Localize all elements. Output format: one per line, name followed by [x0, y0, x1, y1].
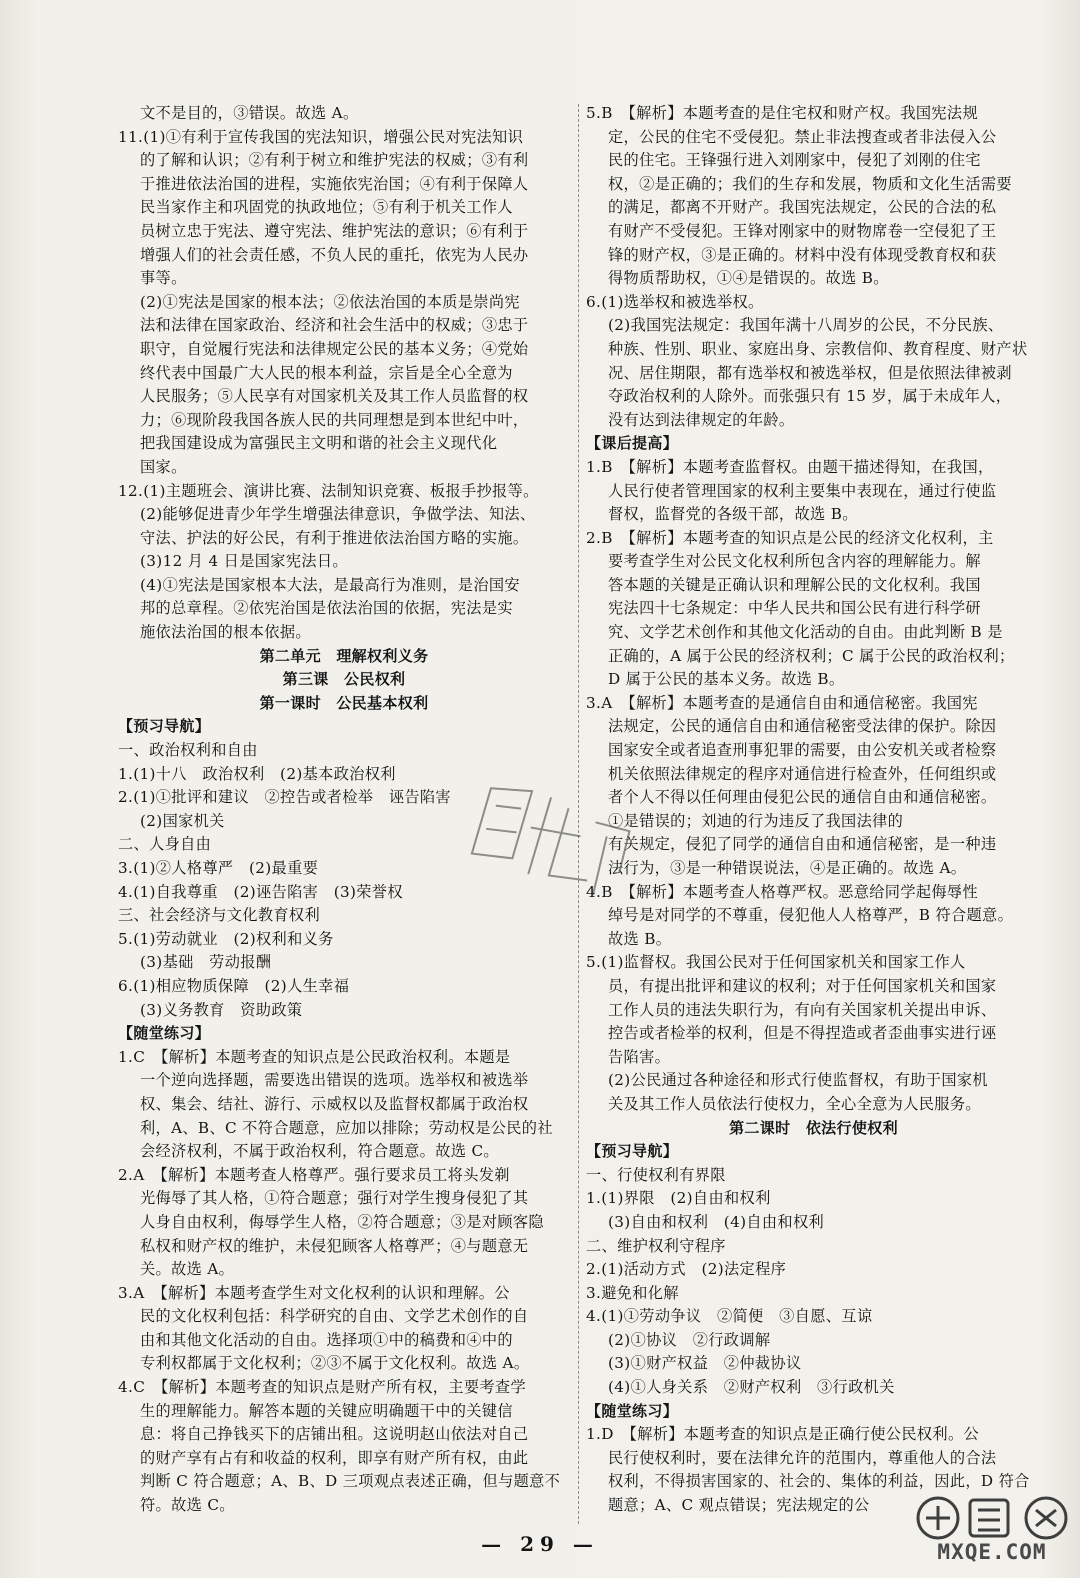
- text-line: D 属于公民的基本义务。故选 B。: [608, 670, 845, 689]
- text-line: 力；⑥现阶段我国各族人民的共同理想是到本世纪中叶，: [140, 410, 529, 429]
- text-line: 4.C 【解析】本题考查的知识点是财产所有权，主要考查学: [118, 1378, 526, 1397]
- text-line: 得物质帮助权，①④是错误的。故选 B。: [608, 269, 889, 288]
- text-line: 告陷害。: [608, 1047, 671, 1066]
- text-line: 法行为，③是一种错误说法，④是正确的。故选 A。: [608, 859, 967, 877]
- text-line: 6.(1)相应物质保障 (2)人生幸福: [118, 976, 350, 995]
- section-heading: 【随堂练习】: [586, 1401, 679, 1420]
- text-line: 的了解和认识；②有利于树立和维护宪法的权威；③有利: [140, 151, 529, 170]
- text-line: (4)①宪法是国家根本大法，是最高行为准则，是治国安: [140, 575, 520, 594]
- text-line: 11.(1)①有利于宣传我国的宪法知识，增强公民对宪法知识: [118, 127, 524, 146]
- text-line: 督权，监督党的各级干部，故选 B。: [608, 505, 858, 524]
- text-line: 答本题的关键是正确认识和理解公民的文化权利。我国: [608, 575, 981, 594]
- text-line: 国家。: [140, 457, 187, 476]
- text-line: 守法、护法的好公民，有利于推进依法治国方略的实施。: [140, 528, 529, 547]
- text-line: 一、行使权利有界限: [586, 1165, 726, 1184]
- text-line: (3)义务教育 资助政策: [140, 1000, 303, 1019]
- text-line: 私权和财产权的维护，未侵犯顾客人格尊严；④与题意无: [140, 1236, 529, 1255]
- text-line: ①是错误的；刘迪的行为违反了我国法律的: [608, 811, 904, 830]
- section-heading: 【随堂练习】: [118, 1024, 211, 1043]
- text-line: 专利权都属于文化权利；②③不属于文化权利。故选 A。: [140, 1354, 530, 1373]
- text-line: 国家安全或者追查刑事犯罪的需要，由公安机关或者检察: [608, 741, 997, 760]
- text-line: 锋的财产权，③是正确的。材料中没有体现受教育权和获: [608, 245, 997, 264]
- text-line: 会经济权利，不属于政治权利，符合题意。故选 C。: [140, 1142, 499, 1161]
- text-line: 民的文化权利包括：科学研究的自由、文学艺术创作的自: [140, 1307, 529, 1326]
- text-line: 没有达到法律规定的年龄。: [608, 410, 795, 429]
- text-line: 6.(1)选举权和被选举权。: [586, 292, 764, 311]
- text-line: 1.(1)十八 政治权利 (2)基本政治权利: [118, 764, 396, 783]
- text-line: 1.C 【解析】本题考查的知识点是公民政治权利。本题是: [118, 1047, 511, 1066]
- text-line: 关及其工作人员依法行使权力，全心全意为人民服务。: [608, 1094, 981, 1113]
- text-line: 光侮辱了其人格，①符合题意；强行对学生搜身侵犯了其: [140, 1189, 529, 1208]
- text-line: 事等。: [140, 269, 187, 288]
- text-line: 员，有提出批评和建议的权利；对于任何国家机关和国家: [608, 976, 997, 995]
- text-line: 1.B 【解析】本题考查监督权。由题干描述得知，在我国，: [586, 457, 994, 476]
- text-line: 机关依照法律规定的程序对通信进行检查外，任何组织或: [608, 764, 997, 783]
- text-line: 工作人员的违法失职行为，有向有关国家机关提出申诉、: [608, 1000, 997, 1019]
- text-line: 2.(1)①批评和建议 ②控告或者检举 诬告陷害: [118, 788, 451, 807]
- text-line: 符。故选 C。: [140, 1496, 235, 1515]
- text-line: 有关规定，侵犯了同学的通信自由和通信秘密，是一种违: [608, 835, 997, 854]
- text-line: 法和法律在国家政治、经济和社会生活中的权威；③忠于: [140, 316, 529, 335]
- text-line: 于推进依法治国的进程，实施依宪治国；④有利于保障人: [140, 174, 529, 193]
- text-line: 息：将自己挣钱买下的店铺出租。这说明赵山依法对自己: [140, 1425, 529, 1444]
- text-line: 职守，自觉履行宪法和法律规定公民的基本义务；④党始: [140, 339, 529, 358]
- text-line: 夺政治权利的人除外。而张强只有 15 岁，属于未成年人，: [608, 387, 1012, 406]
- text-line: 12.(1)主题班会、演讲比赛、法制知识竞赛、板报手抄报等。: [118, 481, 539, 500]
- text-line: 人民行使者管理国家的权利主要集中表现在，通过行使监: [608, 481, 997, 500]
- text-line: 终代表中国最广大人民的根本利益，宗旨是全心全意为: [140, 363, 513, 382]
- text-line: 3.(1)②人格尊严 (2)最重要: [118, 859, 319, 877]
- text-line: 控告或者检举的权利，但是不得捏造或者歪曲事实进行诬: [608, 1024, 997, 1043]
- text-line: 文不是目的，③错误。故选 A。: [140, 104, 359, 122]
- text-line: 2.A 【解析】本题考查人格尊严。强行要求员工将头发剃: [118, 1165, 510, 1184]
- text-line: 二、维护权利守程序: [586, 1236, 726, 1255]
- text-line: 生的理解能力。解答本题的关键应明确题干中的关键信: [140, 1401, 513, 1420]
- watermark-logo-icon: [908, 1490, 1076, 1546]
- text-line: 宪法四十七条规定：中华人民共和国公民有进行科学研: [608, 599, 981, 618]
- text-line: 由和其他文化活动的自由。选择项①中的稿费和④中的: [140, 1330, 513, 1349]
- text-line: 1.(1)界限 (2)自由和权利: [586, 1189, 771, 1208]
- text-line: (2)公民通过各种途径和形式行使监督权，有助于国家机: [608, 1071, 988, 1090]
- section-heading: 第二课时 依法行使权利: [729, 1118, 898, 1137]
- text-line: (2)①宪法是国家的根本法；②依法治国的本质是崇尚宪: [140, 292, 520, 311]
- section-heading: 【预习导航】: [118, 717, 211, 736]
- section-heading: 【预习导航】: [586, 1142, 679, 1161]
- text-line: 民行使权利时，要在法律允许的范围内，尊重他人的合法: [608, 1448, 997, 1467]
- text-line: 有财产不受侵犯。王锋对刚家中的财物席卷一空侵犯了王: [608, 221, 997, 240]
- text-line: 2.(1)活动方式 (2)法定程序: [586, 1260, 787, 1279]
- text-line: 定，公民的住宅不受侵犯。禁止非法搜查或者非法侵入公: [608, 127, 997, 146]
- text-line: 究、文学艺术创作和其他文化活动的自由。由此判断 B 是: [608, 623, 1003, 642]
- text-line: (4)①人身关系 ②财产权利 ③行政机关: [608, 1378, 895, 1397]
- text-line: 增强人们的社会责任感，不负人民的重托，依宪为人民办: [140, 245, 529, 264]
- text-line: 者个人不得以任何理由侵犯公民的通信自由和通信秘密。: [608, 788, 997, 807]
- page-number: — 29 —: [481, 1532, 599, 1556]
- text-line: (3)自由和权利 (4)自由和权利: [608, 1212, 825, 1231]
- text-line: 故选 B。: [608, 929, 672, 948]
- text-line: 施依法治国的根本依据。: [140, 623, 311, 642]
- text-line: (2)①协议 ②行政调解: [608, 1330, 771, 1349]
- text-line: 一个逆向选择题，需要选出错误的选项。选举权和被选举: [140, 1071, 529, 1090]
- text-line: 题意；A、C 观点错误；宪法规定的公: [608, 1496, 870, 1515]
- text-line: 权，②是正确的；我们的生存和发展，物质和文化生活需要: [608, 174, 1012, 193]
- text-line: 的财产享有占有和收益的权利，即享有财产所有权，由此: [140, 1448, 529, 1467]
- text-line: (3)基础 劳动报酬: [140, 953, 272, 972]
- text-line: 员树立忠于宪法、遵守宪法、维护宪法的意识；⑥有利于: [140, 221, 529, 240]
- text-line: 三、社会经济与文化教育权利: [118, 906, 320, 925]
- section-heading: 第二单元 理解权利义务: [259, 646, 429, 665]
- text-line: 种族、性别、职业、家庭出身、宗教信仰、教育程度、财产状: [608, 339, 1028, 358]
- text-line: 二、人身自由: [118, 835, 212, 854]
- site-watermark: [908, 1490, 1076, 1576]
- text-line: (3)12 月 4 日是国家宪法日。: [140, 552, 348, 571]
- text-line: 要考查学生对公民文化权利所包含内容的理解能力。解: [608, 552, 981, 571]
- text-line: 判断 C 符合题意；A、B、D 三项观点表述正确，但与题意不: [140, 1472, 561, 1491]
- text-line: 3.A 【解析】本题考查的是通信自由和通信秘密。我国宪: [586, 693, 978, 712]
- text-line: 人民服务；⑤人民享有对国家机关及其工作人员监督的权: [140, 387, 529, 406]
- text-line: 1.D 【解析】本题考查的知识点是正确行使公民权利。公: [586, 1425, 980, 1444]
- text-line: 法规定，公民的通信自由和通信秘密受法律的保护。除因: [608, 717, 997, 736]
- text-line: (2)国家机关: [140, 811, 225, 830]
- text-line: 3.避免和化解: [586, 1283, 679, 1302]
- section-heading: 第一课时 公民基本权利: [259, 693, 429, 712]
- text-line: 4.B 【解析】本题考查人格尊严权。恶意给同学起侮辱性: [586, 882, 979, 901]
- text-line: 4.(1)自我尊重 (2)诬告陷害 (3)荣誉权: [118, 882, 403, 901]
- text-line: 人身自由权利，侮辱学生人格，②符合题意；③是对顾客隐: [140, 1212, 544, 1231]
- text-line: 关。故选 A。: [140, 1260, 235, 1279]
- text-line: (3)①财产权益 ②仲裁协议: [608, 1354, 802, 1373]
- text-line: 的满足，都离不开财产。我国宪法规定，公民的合法的私: [608, 198, 997, 217]
- watermark-text: MXQE.COM: [937, 1540, 1047, 1564]
- section-heading: 第三课 公民权利: [282, 670, 406, 689]
- text-line: 绰号是对同学的不尊重，侵犯他人人格尊严，B 符合题意。: [608, 906, 1014, 925]
- text-line: 邦的总章程。②依宪治国是依法治国的依据，宪法是实: [140, 599, 513, 618]
- text-line: (2)我国宪法规定：我国年满十八周岁的公民，不分民族、: [608, 316, 1004, 335]
- text-line: 民的住宅。王锋强行进入刘刚家中，侵犯了刘刚的住宅: [608, 151, 981, 170]
- text-line: 把我国建设成为富强民主文明和谐的社会主义现代化: [140, 434, 498, 453]
- text-line: 5.(1)劳动就业 (2)权利和义务: [118, 929, 334, 948]
- text-line: 权、集会、结社、游行、示威权以及监督权都属于政治权: [140, 1094, 529, 1113]
- text-line: 一、政治权利和自由: [118, 741, 258, 760]
- section-heading: 【课后提高】: [586, 434, 679, 453]
- text-line: 权利，不得损害国家的、社会的、集体的利益，因此，D 符合: [608, 1472, 1030, 1491]
- text-line: 民当家作主和巩固党的执政地位；⑤有利于机关工作人: [140, 198, 513, 217]
- text-line: 3.A 【解析】本题考查学生对文化权利的认识和理解。公: [118, 1283, 510, 1302]
- text-line: 4.(1)①劳动争议 ②简便 ③自愿、互谅: [586, 1307, 873, 1326]
- text-line: 5.(1)监督权。我国公民对于任何国家机关和国家工作人: [586, 953, 966, 972]
- text-line: (2)能够促进青少年学生增强法律意识，争做学法、知法、: [140, 505, 536, 524]
- text-line: 利，A、B、C 不符合题意，应加以排除；劳动权是公民的社: [140, 1118, 553, 1137]
- text-line: 5.B 【解析】本题考查的是住宅权和财产权。我国宪法规: [586, 104, 979, 122]
- text-line: 况、居住期限，都有选举权和被选举权，但是依照法律被剥: [608, 363, 1012, 382]
- text-line: 2.B 【解析】本题考查的知识点是公民的经济文化权利，主: [586, 528, 994, 547]
- text-line: 正确的，A 属于公民的经济权利；C 属于公民的政治权利；: [608, 646, 1015, 665]
